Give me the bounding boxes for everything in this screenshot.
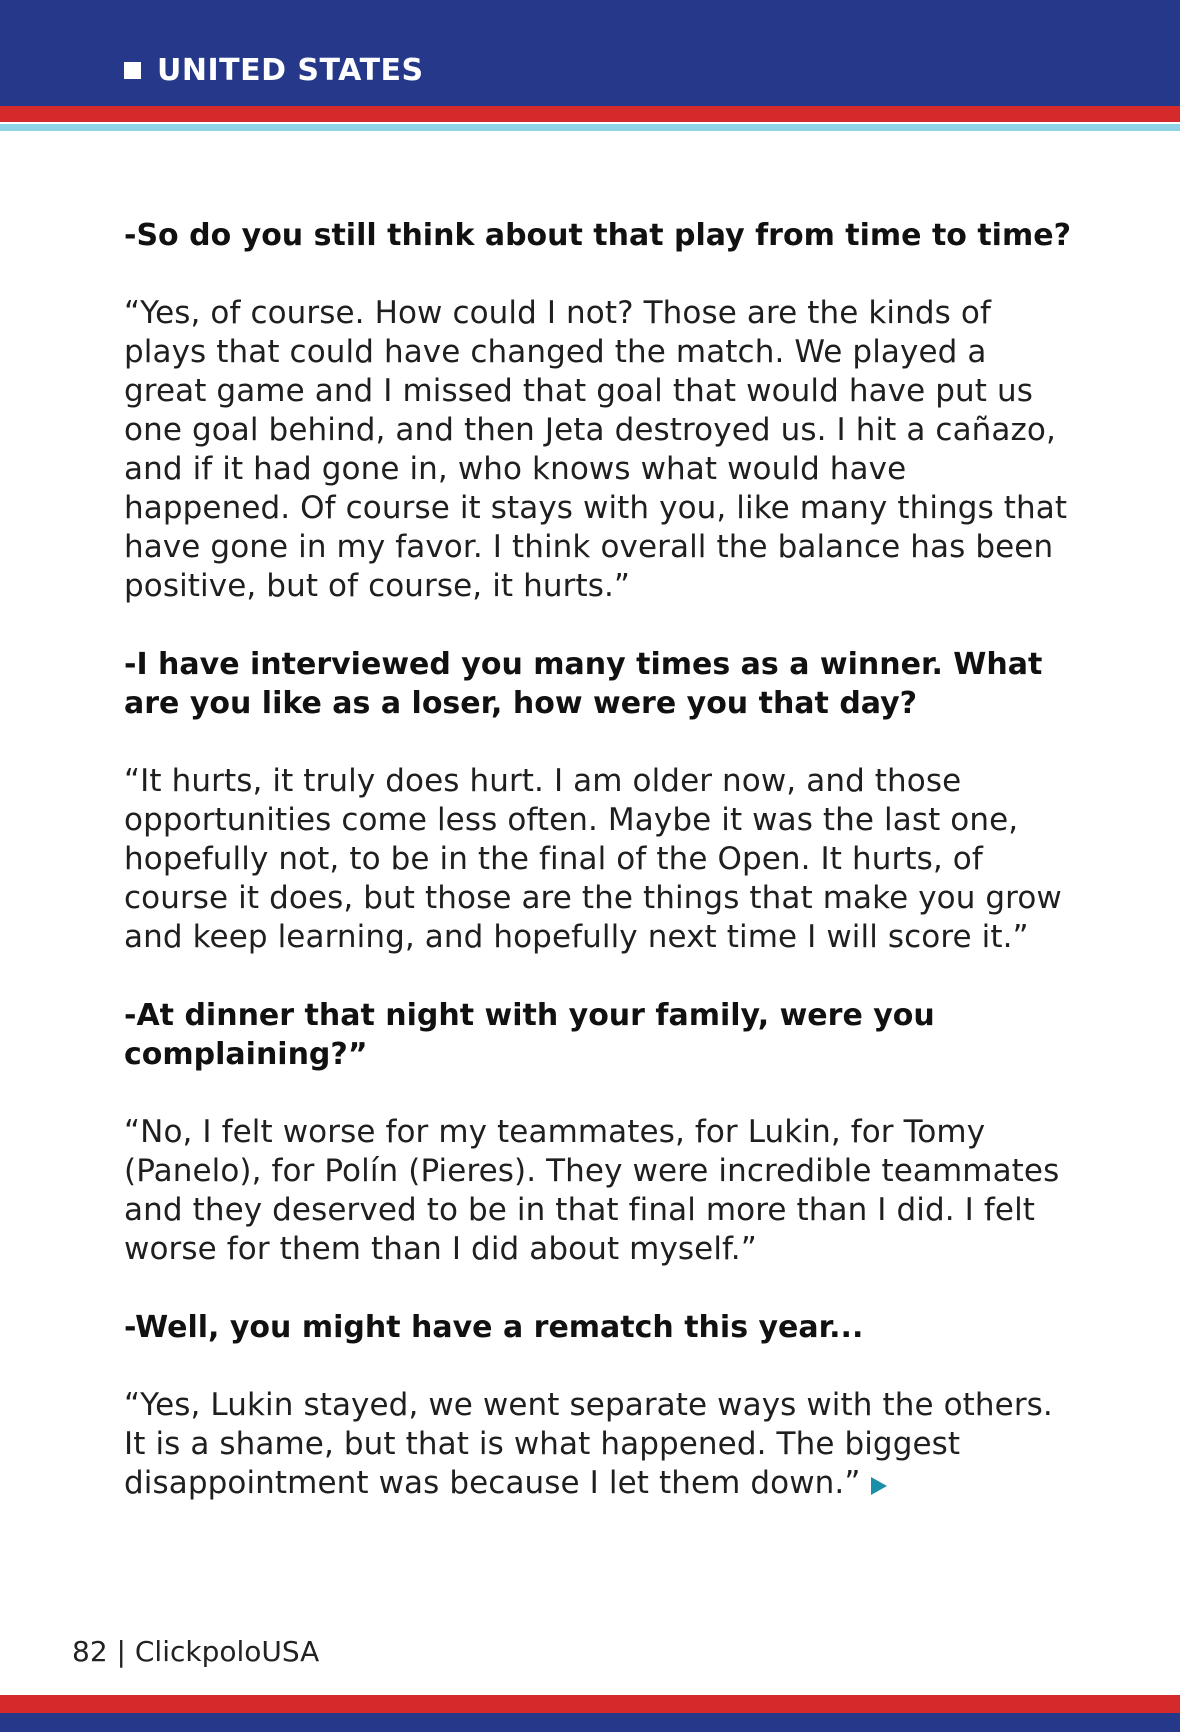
square-bullet-icon <box>124 62 141 79</box>
answer-4-text: “Yes, Lukin stayed, we went separate ways with the others. It is a shame, but that is what happened. The biggest disappointment was because I let them down.” <box>124 1387 1053 1501</box>
triangle-right-icon <box>871 1477 887 1495</box>
answer-1: “Yes, of course. How could I not? Those are the kinds of plays that could have changed the match. We played a great game and I missed that goal that would have put us one goal behind, and then Jeta destroyed us. I hit a cañazo, and if it had gone in, who knows what would have happened. Of course it stays with you, like many things that have gone in my favor. I think overall the balance has been positive, but of course, it hurts.” <box>124 295 1068 604</box>
section-label <box>124 50 424 90</box>
section-label-text: UNITED STATES <box>157 52 424 88</box>
answer-2: “It hurts, it truly does hurt. I am older now, and those opportunities come less often. Maybe it was the last one, hopefully not, to be in the final of the Open. It hurts, of course it does, but those are the things that make you grow and keep learning, and hopefully next time I will score it.” <box>124 763 1062 955</box>
question-3: -At dinner that night with your family, were you complaining?” <box>124 998 935 1072</box>
question-4: -Well, you might have a rematch this year... <box>124 1310 864 1345</box>
interview-article <box>124 216 1074 1542</box>
answer-4 <box>124 1386 1074 1503</box>
page-footer: 82 | ClickpoloUSA <box>72 1635 320 1668</box>
footer-red-stripe <box>0 1695 1180 1713</box>
header-light-blue-stripe <box>0 124 1180 131</box>
question-1: -So do you still think about that play from time to time? <box>124 218 1071 253</box>
question-2: -I have interviewed you many times as a winner. What are you like as a loser, how were you that day? <box>124 647 1043 721</box>
footer-blue-stripe <box>0 1713 1180 1732</box>
header-red-stripe <box>0 106 1180 122</box>
answer-3: “No, I felt worse for my teammates, for Lukin, for Tomy (Panelo), for Polín (Pieres). They were incredible teammates and they deserved to be in that final more than I did. I felt worse for them than I did about myself.” <box>124 1114 1060 1267</box>
